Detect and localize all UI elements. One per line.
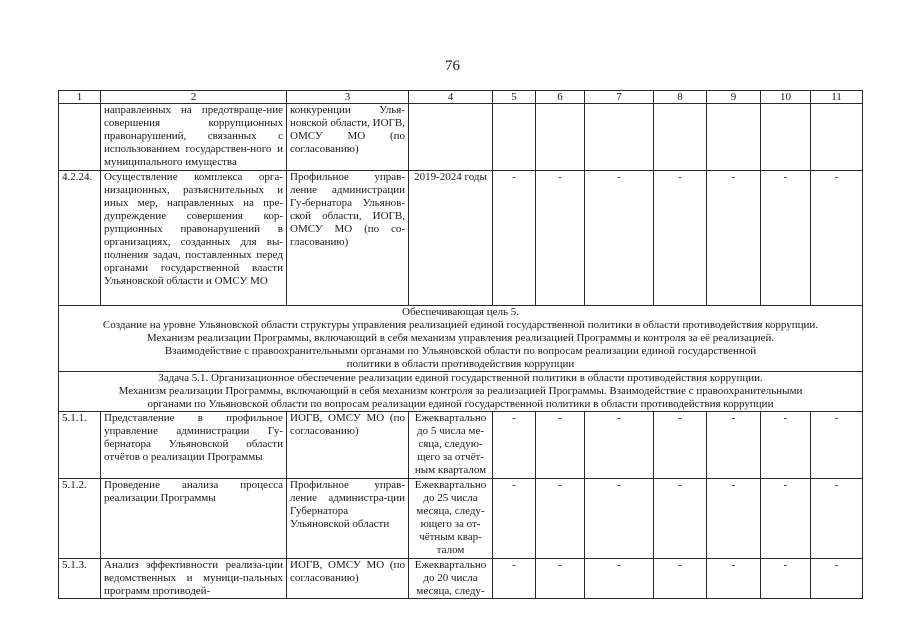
col-header: 8	[654, 91, 707, 104]
table-row	[59, 104, 863, 171]
measure-executor: Профильное управ-ление администра-ции Губернатора Ульяновской области	[287, 479, 409, 559]
value-cell	[707, 104, 761, 171]
col-header: 10	[761, 91, 811, 104]
measures-table	[58, 90, 863, 599]
value-cell: -	[585, 479, 654, 559]
value-cell: -	[761, 479, 811, 559]
col-header: 6	[536, 91, 585, 104]
value-cell: -	[707, 171, 761, 306]
task-line: Механизм реализации Программы, включающий в себя механизм контроля за реализацией Программы. Взаимодействие с правоохранительными	[118, 385, 803, 397]
value-cell: -	[707, 479, 761, 559]
measure-description: Осуществление комплекса орга-низационных, разъяснительных и иных мер, направленных на пре-дупреждение совершения кор-рупционных правонарушений в организациях, созданных для вы-полнения задач, поставленных перед органами государственной власти Ульяновской области и ОМСУ МО	[101, 171, 287, 306]
measure-executor: ИОГВ, ОМСУ МО (по согласованию)	[287, 412, 409, 479]
task-section-row	[59, 372, 863, 412]
measure-period: Ежеквартально до 5 числа ме-сяца, следую-щего за отчёт-ным кварталом	[409, 412, 493, 479]
value-cell: -	[585, 412, 654, 479]
value-cell: -	[761, 171, 811, 306]
measure-period: 2019-2024 годы	[409, 171, 493, 306]
task-line: Задача 5.1. Организационное обеспечение реализации единой государственной политики в области противодействия коррупции.	[158, 372, 763, 384]
measure-period	[409, 104, 493, 171]
value-cell: -	[654, 171, 707, 306]
goal-line: Взаимодействие с правоохранительными органами по Ульяновской области по вопросам реализации единой государственной	[164, 345, 757, 357]
value-cell: -	[493, 171, 536, 306]
measure-number: 5.1.1.	[59, 412, 101, 479]
measure-number: 5.1.3.	[59, 559, 101, 599]
goal-block	[59, 306, 863, 372]
col-header: 4	[409, 91, 493, 104]
measure-executor: ИОГВ, ОМСУ МО (по согласованию)	[287, 559, 409, 599]
value-cell: -	[761, 559, 811, 599]
value-cell: -	[585, 171, 654, 306]
goal-line: Механизм реализации Программы, включающий в себя механизм управления реализацией Программы и контроля за её реализацией.	[146, 332, 775, 344]
value-cell: -	[654, 412, 707, 479]
goal-section-row	[59, 306, 863, 372]
col-header: 9	[707, 91, 761, 104]
value-cell: -	[761, 412, 811, 479]
measure-description: Проведение анализа процесса реализации Программы	[101, 479, 287, 559]
value-cell: -	[493, 479, 536, 559]
goal-line: Создание на уровне Ульяновской области структуры управления реализацией единой государственной политики в области противодействия коррупции.	[102, 319, 819, 331]
value-cell	[585, 104, 654, 171]
measure-description: направленных на предотвраще-ние совершения коррупционных правонарушений, связанных с использованием государствен-ного и муниципального имущества	[101, 104, 287, 171]
value-cell	[654, 104, 707, 171]
measure-number: 5.1.2.	[59, 479, 101, 559]
col-header: 2	[101, 91, 287, 104]
measure-executor: Профильное управ-ление администрации Гу-бернатора Ульянов-ской области, ИОГВ, ОМСУ МО (по со-гласованию)	[287, 171, 409, 306]
measure-period: Ежеквартально до 20 числа месяца, следу-	[409, 559, 493, 599]
col-header: 1	[59, 91, 101, 104]
col-header: 11	[811, 91, 863, 104]
measure-description: Анализ эффективности реализа-ции ведомственных и муници-пальных программ противодей-	[101, 559, 287, 599]
value-cell: -	[493, 559, 536, 599]
measure-period: Ежеквартально до 25 числа месяца, следу-ющего за от-чётным квар-талом	[409, 479, 493, 559]
goal-line: Обеспечивающая цель 5.	[402, 306, 519, 318]
value-cell: -	[654, 479, 707, 559]
measure-description: Представление в профильное управление администрации Гу-бернатора Ульяновской области отчётов о реализации Программы	[101, 412, 287, 479]
measure-executor: конкуренции Улья-новской области, ИОГВ, ОМСУ МО (по согласованию)	[287, 104, 409, 171]
measure-number: 4.2.24.	[59, 171, 101, 306]
table-row	[59, 171, 863, 306]
measure-number	[59, 104, 101, 171]
value-cell: -	[811, 171, 863, 306]
value-cell: -	[707, 559, 761, 599]
value-cell	[811, 104, 863, 171]
value-cell: -	[811, 559, 863, 599]
column-number-row	[59, 91, 863, 104]
col-header: 7	[585, 91, 654, 104]
table-row	[59, 479, 863, 559]
page-number: 76	[445, 58, 460, 74]
value-cell: -	[536, 412, 585, 479]
task-block	[59, 372, 863, 412]
table-row	[59, 559, 863, 599]
value-cell: -	[536, 171, 585, 306]
value-cell: -	[536, 479, 585, 559]
value-cell: -	[811, 412, 863, 479]
value-cell: -	[493, 412, 536, 479]
value-cell: -	[654, 559, 707, 599]
value-cell	[493, 104, 536, 171]
value-cell: -	[536, 559, 585, 599]
table-row	[59, 412, 863, 479]
value-cell	[536, 104, 585, 171]
col-header: 3	[287, 91, 409, 104]
col-header: 5	[493, 91, 536, 104]
value-cell: -	[811, 479, 863, 559]
value-cell	[761, 104, 811, 171]
value-cell: -	[585, 559, 654, 599]
value-cell: -	[707, 412, 761, 479]
goal-line: политики в области противодействия коррупции	[346, 358, 575, 370]
task-line: органами по Ульяновской области по вопросам реализации единой государственной политики в области противодействия коррупции	[147, 398, 774, 410]
